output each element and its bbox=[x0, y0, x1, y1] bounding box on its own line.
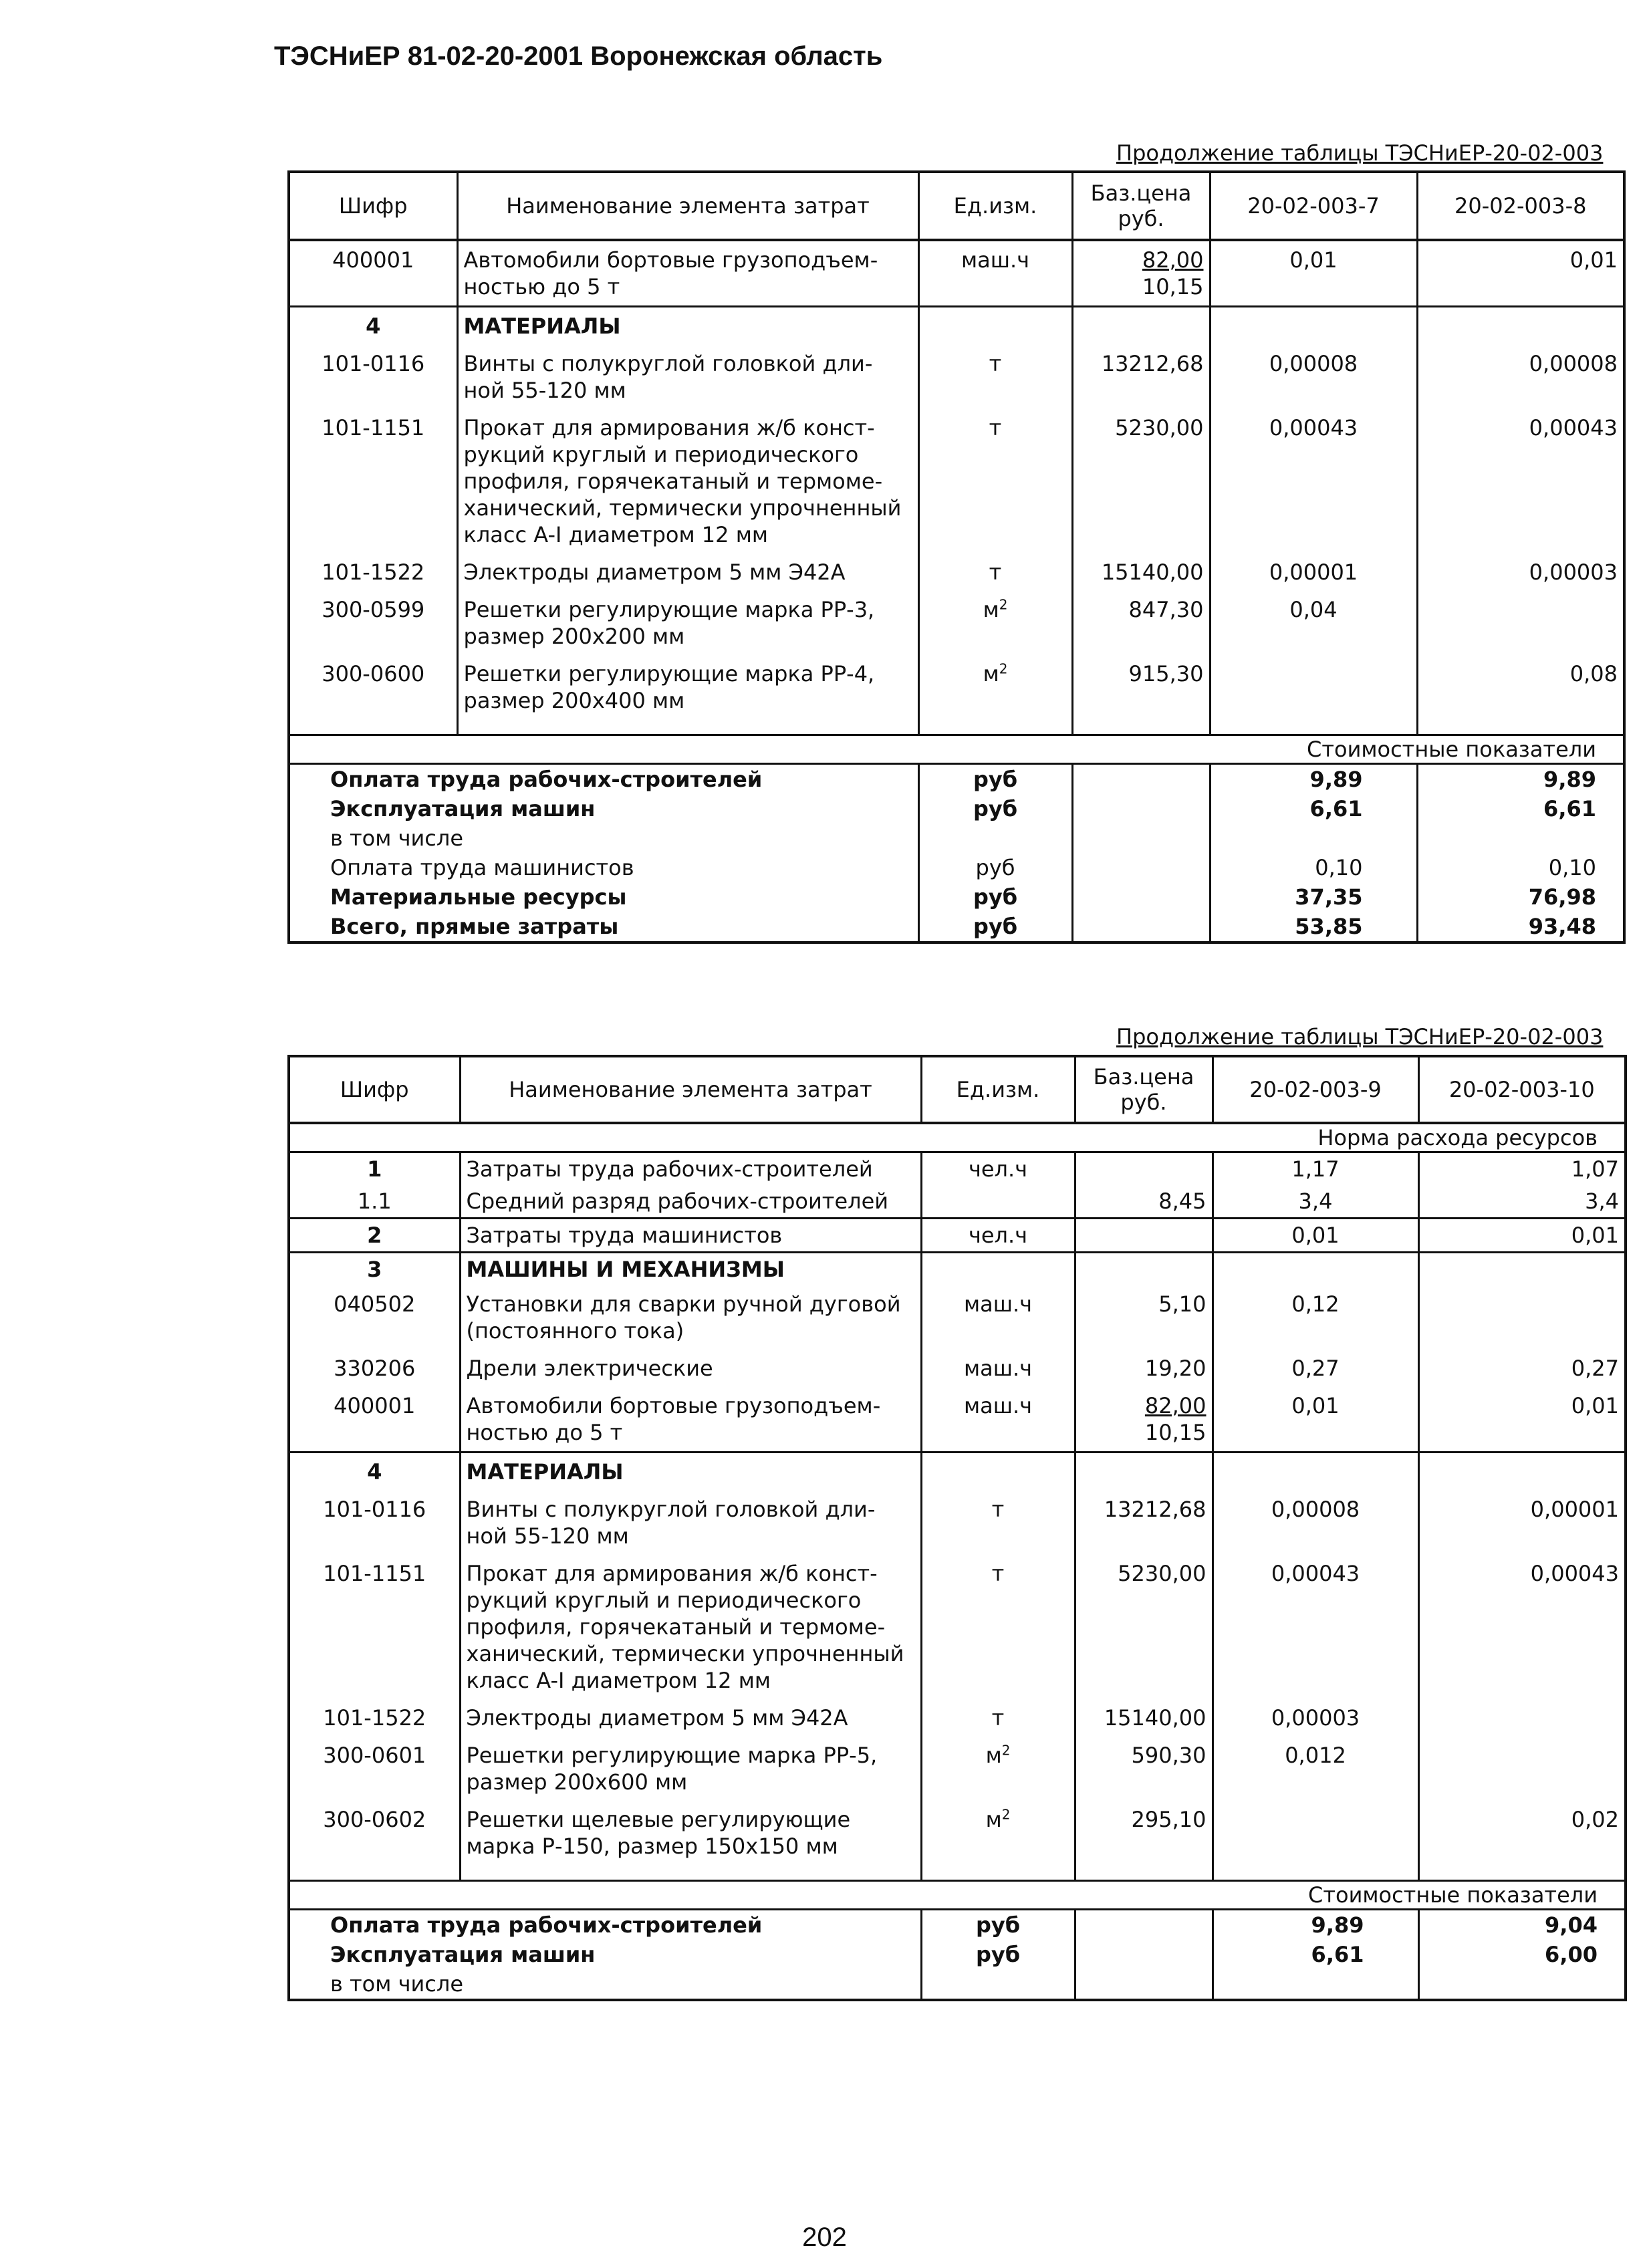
resource-name-line: ханический, термически упрочненный bbox=[463, 495, 902, 521]
table-row bbox=[289, 591, 1624, 655]
cost-title-row bbox=[289, 735, 1624, 764]
unit-text: чел.ч bbox=[968, 1156, 1028, 1182]
resource-name-line: ной 55-120 мм bbox=[463, 378, 626, 403]
resource-base-price bbox=[1075, 1253, 1213, 1286]
cost-unit bbox=[918, 824, 1072, 853]
col-name-header: Наименование элемента затрат bbox=[457, 172, 918, 240]
table-row bbox=[289, 1699, 1626, 1737]
table-header-row bbox=[289, 172, 1624, 240]
resource-code: 2 bbox=[289, 1219, 460, 1253]
norm-value-b: 0,01 bbox=[1569, 247, 1618, 273]
resource-name-line: (постоянного тока) bbox=[466, 1318, 684, 1344]
cost-unit: руб bbox=[918, 764, 1072, 795]
resource-unit bbox=[921, 1285, 1075, 1350]
norm-value-a bbox=[1210, 307, 1417, 346]
resource-name bbox=[460, 1350, 921, 1387]
resource-unit bbox=[918, 240, 1072, 307]
unit-text: м bbox=[983, 597, 999, 622]
cost-row bbox=[289, 882, 1624, 912]
table-row bbox=[289, 345, 1624, 409]
cost-value-b: 93,48 bbox=[1528, 914, 1596, 939]
norm-value-a: 0,01 bbox=[1213, 1219, 1418, 1253]
resource-code: 400001 bbox=[289, 240, 457, 307]
norm-title-row bbox=[289, 1123, 1626, 1152]
resource-table-2 bbox=[287, 1055, 1627, 2001]
resource-name-line: класс A-I диаметром 12 мм bbox=[466, 1668, 771, 1693]
table-row bbox=[289, 1285, 1626, 1350]
cost-title-row bbox=[289, 1881, 1626, 1910]
base-price-value: 590,30 bbox=[1131, 1743, 1207, 1768]
resource-name bbox=[457, 553, 918, 591]
norm-value-a: 0,00008 bbox=[1213, 1491, 1418, 1555]
base-price-value: 13212,68 bbox=[1104, 1497, 1207, 1522]
cost-label: в том числе bbox=[289, 1969, 921, 2000]
cost-value-b bbox=[1418, 1969, 1626, 2000]
resource-base-price bbox=[1072, 409, 1210, 553]
table-row bbox=[289, 1387, 1626, 1453]
col-norm-8-header: 20-02-003-8 bbox=[1417, 172, 1624, 240]
resource-name bbox=[460, 1699, 921, 1737]
resource-name bbox=[460, 1185, 921, 1219]
resource-name-line: рукций круглый и периодического bbox=[466, 1588, 862, 1613]
unit-exponent: 2 bbox=[999, 596, 1008, 613]
norm-title: Норма расхода ресурсов bbox=[1317, 1125, 1598, 1150]
cost-value-b: 6,00 bbox=[1545, 1942, 1598, 1967]
cost-value-b: 76,98 bbox=[1528, 884, 1596, 910]
norm-value-b: 0,01 bbox=[1571, 1393, 1619, 1418]
resource-name-line: профиля, горячекатаный и термоме- bbox=[463, 469, 883, 494]
table-row bbox=[289, 1152, 1626, 1186]
col-price-header: Баз.цена руб. bbox=[1072, 172, 1210, 240]
col-code-header: Шифр bbox=[289, 1056, 460, 1123]
cost-unit: руб bbox=[921, 1910, 1075, 1940]
norm-value-a: 0,00001 bbox=[1210, 553, 1417, 591]
unit-text: маш.ч bbox=[961, 247, 1030, 273]
unit-text: т bbox=[991, 1561, 1005, 1586]
resource-unit bbox=[921, 1387, 1075, 1453]
cost-label: Эксплуатация машин bbox=[289, 794, 918, 824]
resource-base-price bbox=[1075, 1152, 1213, 1186]
resource-name bbox=[460, 1387, 921, 1453]
unit-text: т bbox=[989, 559, 1002, 585]
section-row bbox=[289, 1453, 1626, 1491]
resource-unit bbox=[921, 1253, 1075, 1286]
resource-name bbox=[460, 1737, 921, 1801]
resource-name bbox=[460, 1491, 921, 1555]
resource-name-line: ной 55-120 мм bbox=[466, 1523, 629, 1549]
unit-text: м bbox=[983, 661, 999, 686]
cost-value-a: 0,10 bbox=[1210, 853, 1417, 882]
norm-value-a bbox=[1213, 1801, 1418, 1881]
resource-name-line: Электроды диаметром 5 мм Э42А bbox=[466, 1705, 848, 1731]
resource-unit bbox=[918, 655, 1072, 735]
resource-base-price bbox=[1075, 1387, 1213, 1453]
base-price-value: 82,00 bbox=[1144, 1393, 1207, 1418]
table-continuation-label: Продолжение таблицы ТЭСНиЕР-20-02-003 bbox=[1116, 1024, 1604, 1049]
cost-title-cell bbox=[289, 1881, 1626, 1910]
resource-base-price bbox=[1075, 1801, 1213, 1881]
resource-name-line: МАТЕРИАЛЫ bbox=[463, 313, 621, 339]
unit-text: маш.ч bbox=[963, 1393, 1033, 1418]
resource-base-price bbox=[1072, 240, 1210, 307]
resource-base-price bbox=[1075, 1555, 1213, 1699]
norm-value-a: 0,27 bbox=[1213, 1350, 1418, 1387]
cost-label: Материальные ресурсы bbox=[289, 882, 918, 912]
cost-blank bbox=[1072, 912, 1210, 942]
cost-blank bbox=[1072, 882, 1210, 912]
resource-unit bbox=[921, 1699, 1075, 1737]
resource-unit bbox=[918, 553, 1072, 591]
resource-name-line: ханический, термически упрочненный bbox=[466, 1641, 904, 1666]
resource-code: 400001 bbox=[289, 1387, 460, 1453]
resource-name bbox=[457, 345, 918, 409]
resource-name-line: размер 200х600 мм bbox=[466, 1769, 688, 1795]
col-unit-header: Ед.изм. bbox=[918, 172, 1072, 240]
cost-blank bbox=[1072, 853, 1210, 882]
cost-value-a: 9,89 bbox=[1213, 1910, 1418, 1940]
resource-code: 101-1522 bbox=[289, 1699, 460, 1737]
col-norm-9-header: 20-02-003-9 bbox=[1213, 1056, 1418, 1123]
col-price-header: Баз.цена руб. bbox=[1075, 1056, 1213, 1123]
resource-code: 300-0599 bbox=[289, 591, 457, 655]
table-continuation-label: Продолжение таблицы ТЭСНиЕР-20-02-003 bbox=[1116, 140, 1604, 166]
cost-row bbox=[289, 1910, 1626, 1940]
resource-base-price bbox=[1072, 591, 1210, 655]
cost-unit: руб bbox=[918, 882, 1072, 912]
cost-label: Оплата труда рабочих-строителей bbox=[289, 1910, 921, 1940]
resource-base-price bbox=[1072, 307, 1210, 346]
norm-value-b: 0,01 bbox=[1418, 1219, 1626, 1253]
resource-name bbox=[460, 1555, 921, 1699]
table-row bbox=[289, 1491, 1626, 1555]
norm-value-b bbox=[1418, 1453, 1626, 1491]
norm-title-cell bbox=[289, 1123, 1626, 1152]
resource-name-line: Винты с полукруглой головкой дли- bbox=[463, 351, 873, 376]
cost-unit: руб bbox=[918, 853, 1072, 882]
cost-value-a: 53,85 bbox=[1210, 912, 1417, 942]
cost-blank bbox=[1075, 1940, 1213, 1969]
base-price-value: 5,10 bbox=[1158, 1291, 1207, 1317]
unit-text: т bbox=[991, 1705, 1005, 1731]
cost-value-a bbox=[1210, 824, 1417, 853]
resource-code: 300-0600 bbox=[289, 655, 457, 735]
resource-code: 300-0601 bbox=[289, 1737, 460, 1801]
resource-code: 101-1522 bbox=[289, 553, 457, 591]
cost-blank bbox=[1075, 1969, 1213, 2000]
resource-name-line: рукций круглый и периодического bbox=[463, 442, 859, 467]
cost-label: Всего, прямые затраты bbox=[289, 912, 918, 942]
resource-code: 300-0602 bbox=[289, 1801, 460, 1881]
resource-name-line: Прокат для армирования ж/б конст- bbox=[466, 1561, 878, 1586]
unit-text: т bbox=[991, 1497, 1005, 1522]
norm-value-b: 0,02 bbox=[1571, 1807, 1619, 1832]
norm-value-b: 0,00001 bbox=[1530, 1497, 1619, 1522]
cost-title-cell bbox=[289, 735, 1624, 764]
resource-name bbox=[460, 1253, 921, 1286]
cost-value-a: 6,61 bbox=[1213, 1940, 1418, 1969]
norm-value-b bbox=[1417, 591, 1624, 655]
base-price-value: 8,45 bbox=[1158, 1188, 1207, 1214]
resource-name-line: ностью до 5 т bbox=[463, 274, 620, 299]
table-row bbox=[289, 553, 1624, 591]
resource-unit bbox=[918, 591, 1072, 655]
unit-text: т bbox=[989, 415, 1002, 440]
norm-value-a: 0,01 bbox=[1213, 1387, 1418, 1453]
col-unit-header: Ед.изм. bbox=[921, 1056, 1075, 1123]
resource-base-price bbox=[1075, 1185, 1213, 1219]
resource-base-price bbox=[1075, 1219, 1213, 1253]
norm-value-a bbox=[1213, 1253, 1418, 1286]
cost-blank bbox=[1072, 764, 1210, 795]
resource-unit bbox=[921, 1350, 1075, 1387]
section-row bbox=[289, 307, 1624, 346]
norm-value-b bbox=[1417, 307, 1624, 346]
unit-text: маш.ч bbox=[963, 1291, 1033, 1317]
cost-row bbox=[289, 912, 1624, 942]
resource-code: 1.1 bbox=[289, 1185, 460, 1219]
resource-name-line: Электроды диаметром 5 мм Э42А bbox=[463, 559, 846, 585]
resource-unit bbox=[921, 1801, 1075, 1881]
resource-name bbox=[457, 240, 918, 307]
base-price-value: 13212,68 bbox=[1101, 351, 1204, 376]
cost-unit: руб bbox=[918, 912, 1072, 942]
resource-unit bbox=[921, 1453, 1075, 1491]
resource-code: 1 bbox=[289, 1152, 460, 1186]
cost-value-b: 9,89 bbox=[1543, 767, 1596, 792]
resource-name-line: Решетки регулирующие марка РР-5, bbox=[466, 1743, 878, 1768]
cost-value-b: 6,61 bbox=[1543, 796, 1596, 822]
table-row bbox=[289, 1219, 1626, 1253]
resource-unit bbox=[918, 307, 1072, 346]
resource-name-line: Дрели электрические bbox=[466, 1356, 713, 1381]
resource-name-line: Затраты труда машинистов bbox=[466, 1223, 783, 1248]
resource-code: 101-0116 bbox=[289, 1491, 460, 1555]
table-row bbox=[289, 1185, 1626, 1219]
table-row bbox=[289, 240, 1624, 307]
resource-base-price bbox=[1075, 1285, 1213, 1350]
resource-code: 101-1151 bbox=[289, 409, 457, 553]
resource-name bbox=[460, 1219, 921, 1253]
cost-blank bbox=[1075, 1910, 1213, 1940]
resource-name bbox=[457, 591, 918, 655]
cost-label: в том числе bbox=[289, 824, 918, 853]
cost-label: Оплата труда рабочих-строителей bbox=[289, 764, 918, 795]
resource-name-line: Средний разряд рабочих-строителей bbox=[466, 1188, 889, 1214]
resource-unit bbox=[921, 1555, 1075, 1699]
resource-name bbox=[457, 307, 918, 346]
cost-unit: руб bbox=[921, 1940, 1075, 1969]
resource-table-1 bbox=[287, 170, 1626, 944]
cost-unit: руб bbox=[918, 794, 1072, 824]
resource-name bbox=[460, 1801, 921, 1881]
resource-code: 4 bbox=[289, 307, 457, 346]
page-number: 202 bbox=[802, 2223, 847, 2252]
cost-unit bbox=[921, 1969, 1075, 2000]
cost-title: Стоимостные показатели bbox=[1308, 1882, 1598, 1908]
norm-value-b: 0,00043 bbox=[1529, 415, 1618, 440]
resource-unit bbox=[918, 409, 1072, 553]
table-row bbox=[289, 1801, 1626, 1881]
resource-unit bbox=[921, 1219, 1075, 1253]
unit-text: т bbox=[989, 351, 1002, 376]
resource-name-line: Решетки регулирующие марка РР-3, bbox=[463, 597, 875, 622]
resource-code: 330206 bbox=[289, 1350, 460, 1387]
cost-row bbox=[289, 824, 1624, 853]
base-price-machinist: 10,15 bbox=[1142, 274, 1204, 299]
norm-value-b bbox=[1418, 1737, 1626, 1801]
page-title: ТЭСНиЕР 81-02-20-2001 Воронежская область bbox=[274, 41, 883, 71]
resource-base-price bbox=[1075, 1350, 1213, 1387]
resource-name-line: профиля, горячекатаный и термоме- bbox=[466, 1614, 886, 1640]
base-price-machinist: 10,15 bbox=[1144, 1420, 1207, 1445]
norm-value-b: 0,00008 bbox=[1529, 351, 1618, 376]
resource-base-price bbox=[1072, 655, 1210, 735]
norm-value-a: 0,012 bbox=[1213, 1737, 1418, 1801]
norm-value-b: 0,00043 bbox=[1530, 1561, 1619, 1586]
resource-unit bbox=[918, 345, 1072, 409]
cost-row bbox=[289, 764, 1624, 795]
resource-code: 101-1151 bbox=[289, 1555, 460, 1699]
cost-value-b bbox=[1417, 824, 1624, 853]
resource-name-line: Установки для сварки ручной дуговой bbox=[466, 1291, 901, 1317]
cost-blank bbox=[1072, 794, 1210, 824]
resource-name bbox=[460, 1453, 921, 1491]
col-norm-10-header: 20-02-003-10 bbox=[1418, 1056, 1626, 1123]
norm-value-b: 0,27 bbox=[1571, 1356, 1619, 1381]
cost-row bbox=[289, 1969, 1626, 2000]
resource-unit bbox=[921, 1152, 1075, 1186]
resource-name-line: Прокат для армирования ж/б конст- bbox=[463, 415, 875, 440]
resource-name bbox=[457, 655, 918, 735]
norm-value-b: 0,08 bbox=[1569, 661, 1618, 686]
cost-value-a: 9,89 bbox=[1210, 764, 1417, 795]
resource-code: 040502 bbox=[289, 1285, 460, 1350]
resource-name bbox=[460, 1285, 921, 1350]
base-price-value: 847,30 bbox=[1128, 597, 1204, 622]
cost-label: Оплата труда машинистов bbox=[289, 853, 918, 882]
unit-text: чел.ч bbox=[968, 1223, 1028, 1248]
resource-unit bbox=[921, 1737, 1075, 1801]
unit-text: м bbox=[985, 1743, 1002, 1768]
resource-name-line: Решетки щелевые регулирующие bbox=[466, 1807, 851, 1832]
cost-row bbox=[289, 1940, 1626, 1969]
resource-code: 101-0116 bbox=[289, 345, 457, 409]
norm-value-a bbox=[1213, 1453, 1418, 1491]
norm-value-b bbox=[1418, 1699, 1626, 1737]
resource-name bbox=[457, 409, 918, 553]
norm-value-a: 0,00043 bbox=[1210, 409, 1417, 553]
norm-value-a bbox=[1210, 655, 1417, 735]
resource-name bbox=[460, 1152, 921, 1186]
resource-name-line: Винты с полукруглой головкой дли- bbox=[466, 1497, 876, 1522]
base-price-value: 19,20 bbox=[1144, 1356, 1207, 1381]
unit-exponent: 2 bbox=[1001, 1806, 1011, 1823]
norm-value-a: 0,00008 bbox=[1210, 345, 1417, 409]
resource-name-line: Затраты труда рабочих-строителей bbox=[466, 1156, 873, 1182]
resource-name-line: размер 200х200 мм bbox=[463, 624, 685, 649]
cost-value-a: 6,61 bbox=[1210, 794, 1417, 824]
resource-unit bbox=[921, 1185, 1075, 1219]
resource-name-line: марка Р-150, размер 150х150 мм bbox=[466, 1834, 838, 1859]
table-header-row bbox=[289, 1056, 1626, 1123]
norm-value-a: 0,04 bbox=[1210, 591, 1417, 655]
base-price-value: 5230,00 bbox=[1118, 1561, 1207, 1586]
cost-title: Стоимостные показатели bbox=[1307, 737, 1596, 762]
norm-value-a: 0,00003 bbox=[1213, 1699, 1418, 1737]
col-norm-7-header: 20-02-003-7 bbox=[1210, 172, 1417, 240]
cost-value-a bbox=[1213, 1969, 1418, 2000]
norm-value-b bbox=[1418, 1285, 1626, 1350]
cost-value-a: 37,35 bbox=[1210, 882, 1417, 912]
unit-text: м bbox=[985, 1807, 1002, 1832]
resource-base-price bbox=[1072, 345, 1210, 409]
base-price-value: 15140,00 bbox=[1104, 1705, 1207, 1731]
norm-value-b: 0,00003 bbox=[1529, 559, 1618, 585]
table-row bbox=[289, 409, 1624, 553]
resource-name-line: класс A-I диаметром 12 мм bbox=[463, 522, 768, 547]
unit-text: маш.ч bbox=[963, 1356, 1033, 1381]
cost-row bbox=[289, 853, 1624, 882]
resource-base-price bbox=[1075, 1699, 1213, 1737]
base-price-value: 915,30 bbox=[1128, 661, 1204, 686]
base-price-value: 5230,00 bbox=[1115, 415, 1204, 440]
norm-value-b: 1,07 bbox=[1571, 1156, 1619, 1182]
cost-value-b: 9,04 bbox=[1545, 1912, 1598, 1938]
norm-value-a: 0,01 bbox=[1210, 240, 1417, 307]
unit-exponent: 2 bbox=[1001, 1742, 1011, 1759]
table-row bbox=[289, 1555, 1626, 1699]
norm-value-a: 0,12 bbox=[1213, 1285, 1418, 1350]
table-row bbox=[289, 655, 1624, 735]
cost-label: Эксплуатация машин bbox=[289, 1940, 921, 1969]
table-row bbox=[289, 1737, 1626, 1801]
resource-name-line: Автомобили бортовые грузоподъем- bbox=[466, 1393, 881, 1418]
resource-base-price bbox=[1072, 553, 1210, 591]
norm-value-a: 1,17 bbox=[1213, 1152, 1418, 1186]
norm-value-a: 0,00043 bbox=[1213, 1555, 1418, 1699]
resource-code: 4 bbox=[289, 1453, 460, 1491]
base-price-value: 15140,00 bbox=[1101, 559, 1204, 585]
resource-base-price bbox=[1075, 1453, 1213, 1491]
resource-name-line: Автомобили бортовые грузоподъем- bbox=[463, 247, 878, 273]
section-row bbox=[289, 1253, 1626, 1286]
resource-name-line: Решетки регулирующие марка РР-4, bbox=[463, 661, 875, 686]
norm-value-b: 3,4 bbox=[1585, 1188, 1619, 1214]
norm-value-b bbox=[1418, 1253, 1626, 1286]
base-price-value: 295,10 bbox=[1131, 1807, 1207, 1832]
resource-code: 3 bbox=[289, 1253, 460, 1286]
cost-value-b: 0,10 bbox=[1548, 855, 1596, 880]
cost-blank bbox=[1072, 824, 1210, 853]
resource-name-line: ностью до 5 т bbox=[466, 1420, 623, 1445]
resource-base-price bbox=[1075, 1737, 1213, 1801]
cost-row bbox=[289, 794, 1624, 824]
resource-name-line: размер 200х400 мм bbox=[463, 688, 685, 713]
col-code-header: Шифр bbox=[289, 172, 457, 240]
table-row bbox=[289, 1350, 1626, 1387]
base-price-value: 82,00 bbox=[1142, 247, 1204, 273]
resource-name-line: МАТЕРИАЛЫ bbox=[466, 1459, 624, 1485]
col-name-header: Наименование элемента затрат bbox=[460, 1056, 921, 1123]
unit-exponent: 2 bbox=[999, 660, 1008, 677]
resource-base-price bbox=[1075, 1491, 1213, 1555]
norm-value-a: 3,4 bbox=[1213, 1185, 1418, 1219]
resource-name-line: МАШИНЫ И МЕХАНИЗМЫ bbox=[466, 1257, 785, 1282]
resource-unit bbox=[921, 1491, 1075, 1555]
